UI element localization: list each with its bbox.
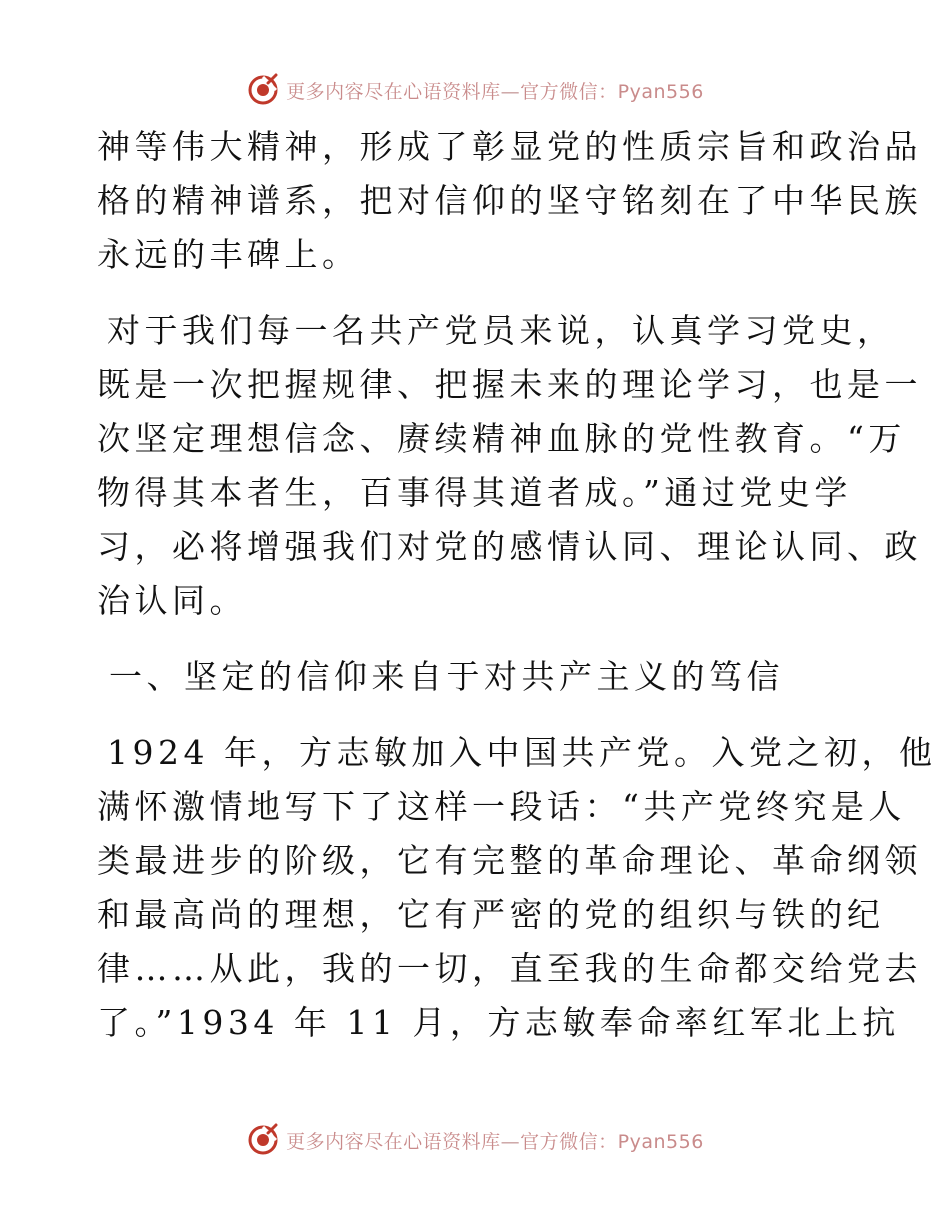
paragraph [97,726,937,1050]
text-line: 治认同。 [97,581,247,620]
text-line: 既是一次把握规律、把握未来的理论学习，也是一 [97,365,922,404]
text-line: 满怀激情地写下了这样一段话：“共产党终究是人 [97,787,906,826]
footer-banner-wechat: 官方微信：Pyan556 [520,1130,704,1153]
paragraph [97,304,922,628]
header-banner-separator: — [500,80,521,103]
document-body [97,120,937,1050]
footer-banner-separator: — [500,1130,521,1153]
header-banner-title: 更多内容尽在心语资料库 [286,80,501,103]
text-line: 和最高尚的理想，它有严密的党的组织与铁的纪 [97,895,885,934]
footer-banner [0,1120,950,1160]
logo-icon [246,1123,280,1157]
text-line: 对于我们每一名共产党员来说，认真学习党史， [107,311,895,350]
header-banner-wechat: 官方微信：Pyan556 [520,80,704,103]
text-line: 类最进步的阶级，它有完整的革命理论、革命纲领 [97,841,922,880]
text-line: 永远的丰碑上。 [97,235,360,274]
paragraph [97,120,922,282]
text-line: 了。”1934 年 11 月，方志敏奉命率红军北上抗 [97,1003,900,1042]
logo-icon [246,73,280,107]
text-line: 物得其本者生，百事得其道者成。”通过党史学 [97,473,852,512]
section-heading: 一、坚定的信仰来自于对共产主义的笃信 [109,657,784,696]
text-line: 神等伟大精神，形成了彰显党的性质宗旨和政治品 [97,127,922,166]
text-line: 律……从此，我的一切，直至我的生命都交给党去 [97,949,922,988]
footer-banner-title: 更多内容尽在心语资料库 [286,1130,501,1153]
header-banner [0,70,950,110]
text-line: 1924 年，方志敏加入中国共产党。入党之初，他 [107,733,937,772]
text-line: 次坚定理想信念、赓续精神血脉的党性教育。“万 [97,419,906,458]
footer-banner-text [286,1127,704,1154]
text-line: 习，必将增强我们对党的感情认同、理论认同、政 [97,527,922,566]
text-line: 格的精神谱系，把对信仰的坚守铭刻在了中华民族 [97,181,922,220]
header-banner-text [286,77,704,104]
